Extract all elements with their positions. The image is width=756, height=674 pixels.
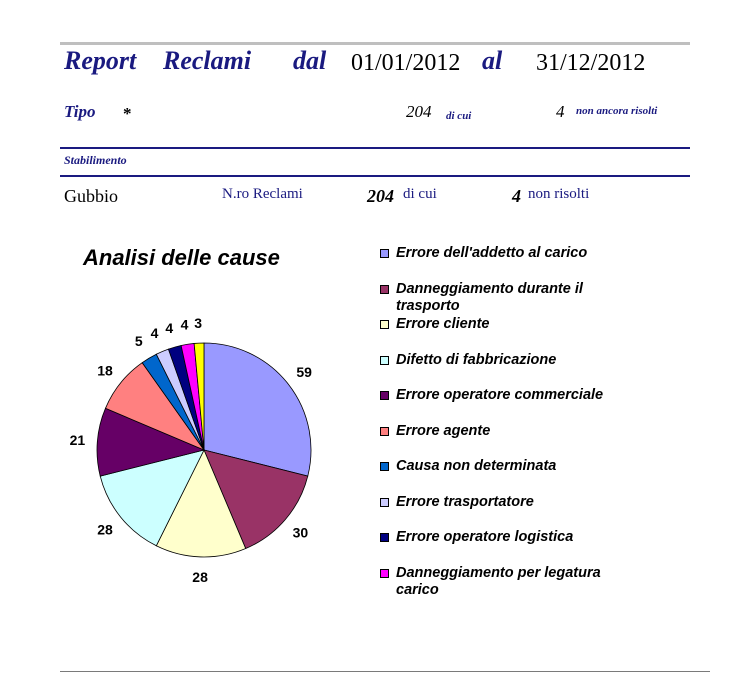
tipo-total: 204	[406, 102, 432, 121]
pie-label-errore-agente: 18	[97, 362, 113, 379]
legend-swatch	[380, 462, 389, 471]
dal-label: dal	[293, 46, 327, 75]
legend-label: Errore operatore logistica	[396, 529, 574, 545]
pie-label-errore-operatore-commerciale: 21	[69, 432, 86, 449]
al-label: al	[482, 46, 503, 75]
date-from: 01/01/2012	[351, 50, 461, 76]
stabilimento-total: 204	[367, 186, 394, 206]
legend-swatch	[380, 320, 389, 329]
pie-label-altro: 3	[194, 315, 203, 332]
tipo-unresolved: 4	[556, 102, 565, 121]
stabilimento-name: Gubbio	[64, 186, 118, 206]
legend-label: Errore cliente	[396, 316, 490, 332]
legend-swatch	[380, 569, 389, 578]
chart-title: Analisi delle cause	[83, 245, 280, 270]
legend-label: Danneggiamento durante il trasporto	[396, 280, 583, 314]
legend-swatch	[380, 249, 389, 258]
stabilimento-unresolved-label: non risolti	[528, 186, 590, 202]
legend-label: Errore agente	[396, 422, 491, 439]
report-label: Report	[64, 46, 137, 75]
pie-label-errore-operatore-logistica: 4	[165, 319, 174, 336]
bottom-divider	[60, 671, 710, 672]
legend-label: Difetto di fabbricazione	[396, 351, 557, 368]
reclami-label: Reclami	[163, 46, 252, 75]
legend-label: Errore operatore commerciale	[396, 387, 604, 403]
date-to: 31/12/2012	[536, 50, 646, 76]
legend-label: Causa non determinata	[396, 458, 557, 474]
tipo-label: Tipo	[64, 102, 96, 121]
pie-label-errore-cliente: 28	[192, 568, 208, 585]
pie-label-errore-trasportatore: 4	[150, 325, 159, 342]
legend-swatch	[380, 427, 389, 436]
legend-swatch	[380, 285, 389, 294]
pie-label-difetto-di-fabbricazione: 28	[97, 521, 113, 538]
legend-swatch	[380, 391, 389, 400]
tipo-unresolved-label: non ancora risolti	[576, 105, 658, 117]
legend-label: Errore dell'addetto al carico	[396, 245, 588, 261]
stabilimento-label: Stabilimento	[64, 153, 127, 167]
legend-swatch	[380, 533, 389, 542]
stabilimento-di-cui: di cui	[403, 186, 437, 202]
legend-label: Errore trasportatore	[396, 493, 534, 510]
tipo-value: *	[123, 104, 132, 123]
pie-label-danneggiamento-durante-il-trasporto: 30	[292, 524, 309, 541]
pie-label-danneggiamento-per-legatura-carico: 4	[180, 316, 189, 333]
legend-label: Danneggiamento per legatura carico	[396, 564, 601, 598]
stabilimento-unresolved: 4	[512, 186, 521, 206]
pie-label-causa-non-determinata: 5	[134, 333, 143, 350]
tipo-di-cui: di cui	[446, 110, 472, 122]
nro-reclami-label: N.ro Reclami	[222, 186, 303, 202]
legend-swatch	[380, 356, 389, 365]
pie-label-errore-dell-addetto-al-carico: 59	[296, 363, 312, 380]
legend-swatch	[380, 498, 389, 507]
